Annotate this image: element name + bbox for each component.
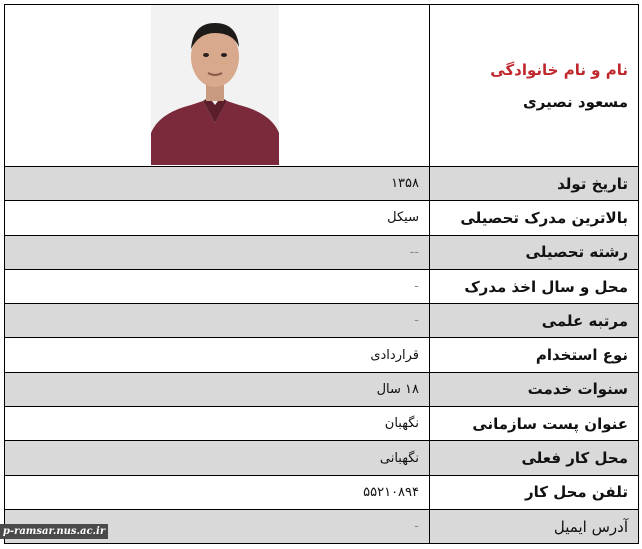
row-value: - xyxy=(5,509,430,543)
photo-cell xyxy=(5,5,430,167)
row-label: رشته تحصیلی xyxy=(430,235,639,269)
row-label: محل کار فعلی xyxy=(430,441,639,475)
row-value: نگهبان xyxy=(5,407,430,441)
table-row xyxy=(5,475,639,509)
row-label: بالاترین مدرک تحصیلی xyxy=(430,201,639,235)
site-badge-link[interactable]: p-ramsar.nus.ac.ir xyxy=(0,524,108,539)
name-cell xyxy=(430,5,639,167)
row-label: تاریخ تولد xyxy=(430,167,639,201)
row-value: - xyxy=(5,269,430,303)
table-row xyxy=(5,201,639,235)
row-value: ۱۳۵۸ xyxy=(5,167,430,201)
table-row xyxy=(5,235,639,269)
table-row xyxy=(5,304,639,338)
table-row xyxy=(5,269,639,303)
profile-table xyxy=(4,4,639,544)
name-value: مسعود نصیری xyxy=(523,92,628,111)
row-label: محل و سال اخذ مدرک xyxy=(430,269,639,303)
row-label: نوع استخدام xyxy=(430,338,639,372)
row-value: قراردادی xyxy=(5,338,430,372)
row-label: مرتبه علمی xyxy=(430,304,639,338)
table-row xyxy=(5,167,639,201)
row-value: ۱۸ سال xyxy=(5,372,430,406)
row-value: - xyxy=(5,304,430,338)
name-heading: نام و نام خانوادگی xyxy=(490,60,628,79)
header-row xyxy=(5,5,639,167)
row-value: سیکل xyxy=(5,201,430,235)
row-label: آدرس ایمیل xyxy=(430,509,639,543)
row-label: تلفن محل کار xyxy=(430,475,639,509)
table-row xyxy=(5,338,639,372)
table-row xyxy=(5,372,639,406)
table-row xyxy=(5,441,639,475)
row-value: ۵۵۲۱۰۸۹۴ xyxy=(5,475,430,509)
profile-photo xyxy=(151,5,279,165)
row-value: نگهبانی xyxy=(5,441,430,475)
person-portrait-icon xyxy=(151,5,279,165)
row-label: عنوان پست سازمانی xyxy=(430,407,639,441)
table-row xyxy=(5,407,639,441)
row-label: سنوات خدمت xyxy=(430,372,639,406)
row-value: -- xyxy=(5,235,430,269)
